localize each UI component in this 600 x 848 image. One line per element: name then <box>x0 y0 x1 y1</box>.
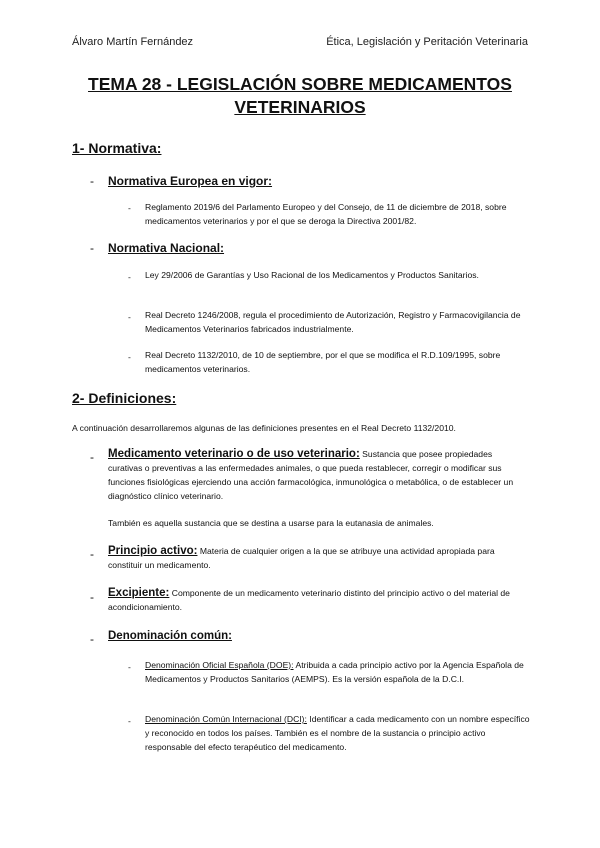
def-dash: - <box>90 547 94 561</box>
item-dash: - <box>128 272 131 282</box>
nacional-label: Normativa Nacional: <box>108 241 225 255</box>
item-dash: - <box>128 312 131 322</box>
item-dash: - <box>128 203 131 213</box>
nacional-item-2: Real Decreto 1246/2008, regula el procedimiento de Autorización, Registro y Farmacovigilancia de Medicamentos Veterinarios fabricados industrialmente. <box>145 310 521 334</box>
item-dash: - <box>128 352 131 362</box>
sub-dci <box>145 712 530 754</box>
def-medicamento-text: Sustancia que posee propiedades curativas o preventivas a las enfermedades animales, o que pueda restablecer, corregir o modificar sus funciones fisiológicas ejerciendo una acción farmacológica, inmunológica o metabólica, o de establecer un diagnóstico clínico veterinario. <box>108 449 514 501</box>
def-excipiente-text: Componente de un medicamento veterinario distinto del principio activo o del material de acondicionamiento. <box>108 588 510 612</box>
def-excipiente <box>108 586 528 614</box>
section-1-heading: 1- Normativa: <box>72 140 162 156</box>
def-dash: - <box>90 632 94 646</box>
def-denominacion <box>108 629 528 643</box>
def-denominacion-term: Denominación común: <box>108 630 232 642</box>
europea-label: Normativa Europea en vigor: <box>108 174 273 188</box>
def-principio-text: Materia de cualquier origen a la que se atribuye una actividad apropiada para constituir un medicamento. <box>108 546 495 570</box>
section-2-heading: 2- Definiciones: <box>72 390 177 406</box>
header-author: Álvaro Martín Fernández <box>72 36 194 48</box>
nacional-item-1: Ley 29/2006 de Garantías y Uso Racional de los Medicamentos y Productos Sanitarios. <box>145 270 479 280</box>
europea-item-1: Reglamento 2019/6 del Parlamento Europeo y del Consejo, de 11 de diciembre de 2018, sobre medicamentos veterinarios y por el que se deroga la Directiva 2001/82. <box>145 202 507 226</box>
sub-dci-name: Denominación Común Internacional (DCI): <box>145 714 307 724</box>
item-dash: - <box>128 662 131 672</box>
sub-doe <box>145 658 530 686</box>
sub-doe-text: Atribuida a cada principio activo por la Agencia Española de Medicamentos y Productos Sanitarios (AEMPS). Es la versión española de la D.C.I. <box>145 660 524 684</box>
sub-doe-name: Denominación Oficial Española (DOE): <box>145 660 294 670</box>
item-dash: - <box>128 716 131 726</box>
header-course: Ética, Legislación y Peritación Veterinaria <box>326 36 528 48</box>
def-medicamento-extra: También es aquella sustancia que se destina a usarse para la eutanasia de animales. <box>108 518 434 528</box>
definitions-intro: A continuación desarrollaremos algunas de las definiciones presentes en el Real Decreto 1132/2010. <box>72 423 456 433</box>
page-title: TEMA 28 - LEGISLACIÓN SOBRE MEDICAMENTOS VETERINARIOS <box>88 74 512 117</box>
def-excipiente-term: Excipiente: <box>108 587 170 599</box>
nacional-item-3: Real Decreto 1132/2010, de 10 de septiembre, por el que se modifica el R.D.109/1995, sobre medicamentos veterinarios. <box>145 350 501 374</box>
sub-dci-text: Identificar a cada medicamento con un nombre específico y reconocido en todos los países. También es el nombre de la sustancia o principio activo responsable del efecto terapéutico del medicamento. <box>145 714 530 752</box>
def-dash: - <box>90 450 94 464</box>
def-dash: - <box>90 590 94 604</box>
def-medicamento-term: Medicamento veterinario o de uso veterinario: <box>108 448 360 460</box>
def-medicamento <box>108 447 528 503</box>
def-principio <box>108 544 528 572</box>
def-principio-term: Principio activo: <box>108 545 198 557</box>
